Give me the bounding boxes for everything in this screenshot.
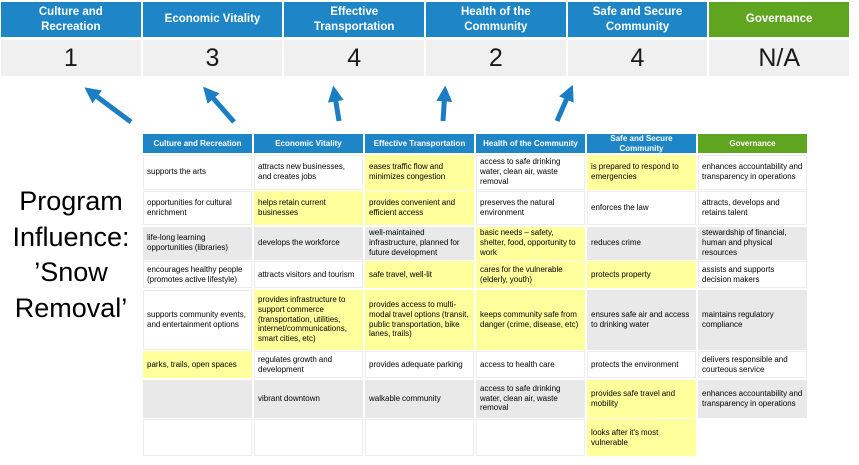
matrix-cell-r2-c2: helps retain current businesses	[254, 191, 363, 225]
matrix-cell-r4-c1: encourages healthy people (promotes active lifestyle)	[143, 261, 252, 288]
matrix-cell-r8-c3	[365, 419, 474, 456]
matrix-cell-r5-c5: ensures safe air and access to drinking water	[587, 290, 696, 350]
matrix-cell-r7-c2: vibrant downtown	[254, 380, 363, 418]
program-influence-title-line: ’Snow	[34, 257, 108, 288]
matrix-cell-r2-c5: enforces the law	[587, 191, 696, 225]
score-governance: N/A	[709, 40, 849, 76]
priority-header-health-of-community: Health of the Community	[426, 2, 566, 37]
matrix-cell-r1-c1: supports the arts	[143, 155, 252, 190]
matrix-cell-r6-c5: protects the environment	[587, 351, 696, 378]
matrix-cell-r8-c4	[476, 419, 585, 456]
arrow-culture-recreation-icon	[88, 90, 131, 122]
score-economic-vitality: 3	[143, 40, 283, 76]
matrix-cell-r3-c4: basic needs – safety, shelter, food, opportunity to work	[476, 227, 585, 260]
matrix-cell-r3-c3: well-maintained infrastructure, planned for future development	[365, 227, 474, 260]
matrix-cell-r2-c6: attracts, develops and retains talent	[698, 191, 807, 225]
matrix-cell-r5-c2: provides infrastructure to support commerce (transportation, utilities, internet/communications, smart cities, etc)	[254, 290, 363, 350]
arrow-health-of-community-icon	[443, 90, 445, 121]
matrix-cell-r5-c1: supports community events, and entertainment options	[143, 290, 252, 350]
matrix-cell-r2-c4: preserves the natural environment	[476, 191, 585, 225]
scoreboard	[1, 2, 849, 76]
matrix-cell-r4-c3: safe travel, well-lit	[365, 261, 474, 288]
matrix-column-header-economic-vitality: Economic Vitality	[254, 134, 363, 153]
matrix-cell-r2-c1: opportunities for cultural enrichment	[143, 191, 252, 225]
matrix-cell-r1-c2: attracts new businesses, and creates jobs	[254, 155, 363, 190]
matrix-cell-r1-c3: eases traffic flow and minimizes congestion	[365, 155, 474, 190]
matrix-column-header-safe-and-secure-community: Safe and Secure Community	[587, 134, 696, 153]
priority-header-culture-recreation: Culture and Recreation	[1, 2, 141, 37]
score-effective-transportation: 4	[284, 40, 424, 76]
matrix-cell-r1-c5: is prepared to respond to emergencies	[587, 155, 696, 190]
program-influence-title	[0, 184, 142, 327]
matrix-cell-r3-c1: life-long learning opportunities (libraries)	[143, 227, 252, 260]
arrow-economic-vitality-icon	[206, 90, 234, 122]
matrix-cell-r7-c1	[143, 380, 252, 418]
matrix-cell-r7-c5: provides safe travel and mobility	[587, 380, 696, 418]
matrix-cell-r1-c4: access to safe drinking water, clean air, waste removal	[476, 155, 585, 190]
matrix-cell-r8-c1	[143, 419, 252, 456]
matrix-column-header-culture-and-recreation: Culture and Recreation	[143, 134, 252, 153]
matrix-cell-r5-c4: keeps community safe from danger (crime, disease, etc)	[476, 290, 585, 350]
matrix-cell-r6-c1: parks, trails, open spaces	[143, 351, 252, 378]
matrix-cell-r7-c6: enhances accountability and transparency in operations	[698, 380, 807, 418]
matrix-cell-r1-c6: enhances accountability and transparency in operations	[698, 155, 807, 190]
priority-header-effective-transportation: Effective Transportation	[284, 2, 424, 37]
matrix-cell-r4-c5: protects property	[587, 261, 696, 288]
matrix-cell-r6-c4: access to health care	[476, 351, 585, 378]
matrix-cell-r3-c6: stewardship of financial, human and physical resources	[698, 227, 807, 260]
matrix-cell-r3-c2: develops the workforce	[254, 227, 363, 260]
influence-arrows	[0, 78, 859, 128]
program-influence-title-line: Program	[19, 186, 123, 216]
priority-header-safe-secure-community: Safe and Secure Community	[568, 2, 708, 37]
matrix-column-header-governance: Governance	[698, 134, 807, 153]
matrix-cell-r2-c3: provides convenient and efficient access	[365, 191, 474, 225]
matrix-cell-r3-c5: reduces crime	[587, 227, 696, 260]
matrix-cell-r8-c5: looks after it's most vulnerable	[587, 419, 696, 456]
matrix-column-header-health-of-the-community: Health of the Community	[476, 134, 585, 153]
matrix-cell-r4-c6: assists and supports decision makers	[698, 261, 807, 288]
program-influence-title-line: Influence:	[12, 221, 130, 252]
matrix-cell-r6-c2: regulates growth and development	[254, 351, 363, 378]
score-safe-secure-community: 4	[568, 40, 708, 76]
matrix-cell-r4-c2: attracts visitors and tourism	[254, 261, 363, 288]
matrix-cell-r8-c6	[698, 419, 807, 456]
matrix-cell-r7-c4: access to safe drinking water, clean air, waste removal	[476, 380, 585, 418]
matrix-cell-r7-c3: walkable community	[365, 380, 474, 418]
score-culture-recreation: 1	[1, 40, 141, 76]
priority-header-economic-vitality: Economic Vitality	[143, 2, 283, 37]
arrow-effective-transportation-icon	[334, 90, 339, 121]
matrix-cell-r6-c3: provides adequate parking	[365, 351, 474, 378]
matrix-column-header-effective-transportation: Effective Transportation	[365, 134, 474, 153]
matrix-cell-r8-c2	[254, 419, 363, 456]
arrow-safe-secure-community-icon	[557, 89, 571, 121]
matrix	[143, 134, 807, 456]
program-influence-title-line: Removal’	[14, 292, 128, 323]
score-health-of-community: 2	[426, 40, 566, 76]
matrix-cell-r5-c3: provides access to multi-modal travel options (transit, public transportation, bike lanes, trails)	[365, 290, 474, 350]
matrix-cell-r6-c6: delivers responsible and courteous service	[698, 351, 807, 378]
matrix-cell-r4-c4: cares for the vulnerable (elderly, youth)	[476, 261, 585, 288]
matrix-cell-r5-c6: maintains regulatory compliance	[698, 290, 807, 350]
priority-header-governance: Governance	[709, 2, 849, 37]
